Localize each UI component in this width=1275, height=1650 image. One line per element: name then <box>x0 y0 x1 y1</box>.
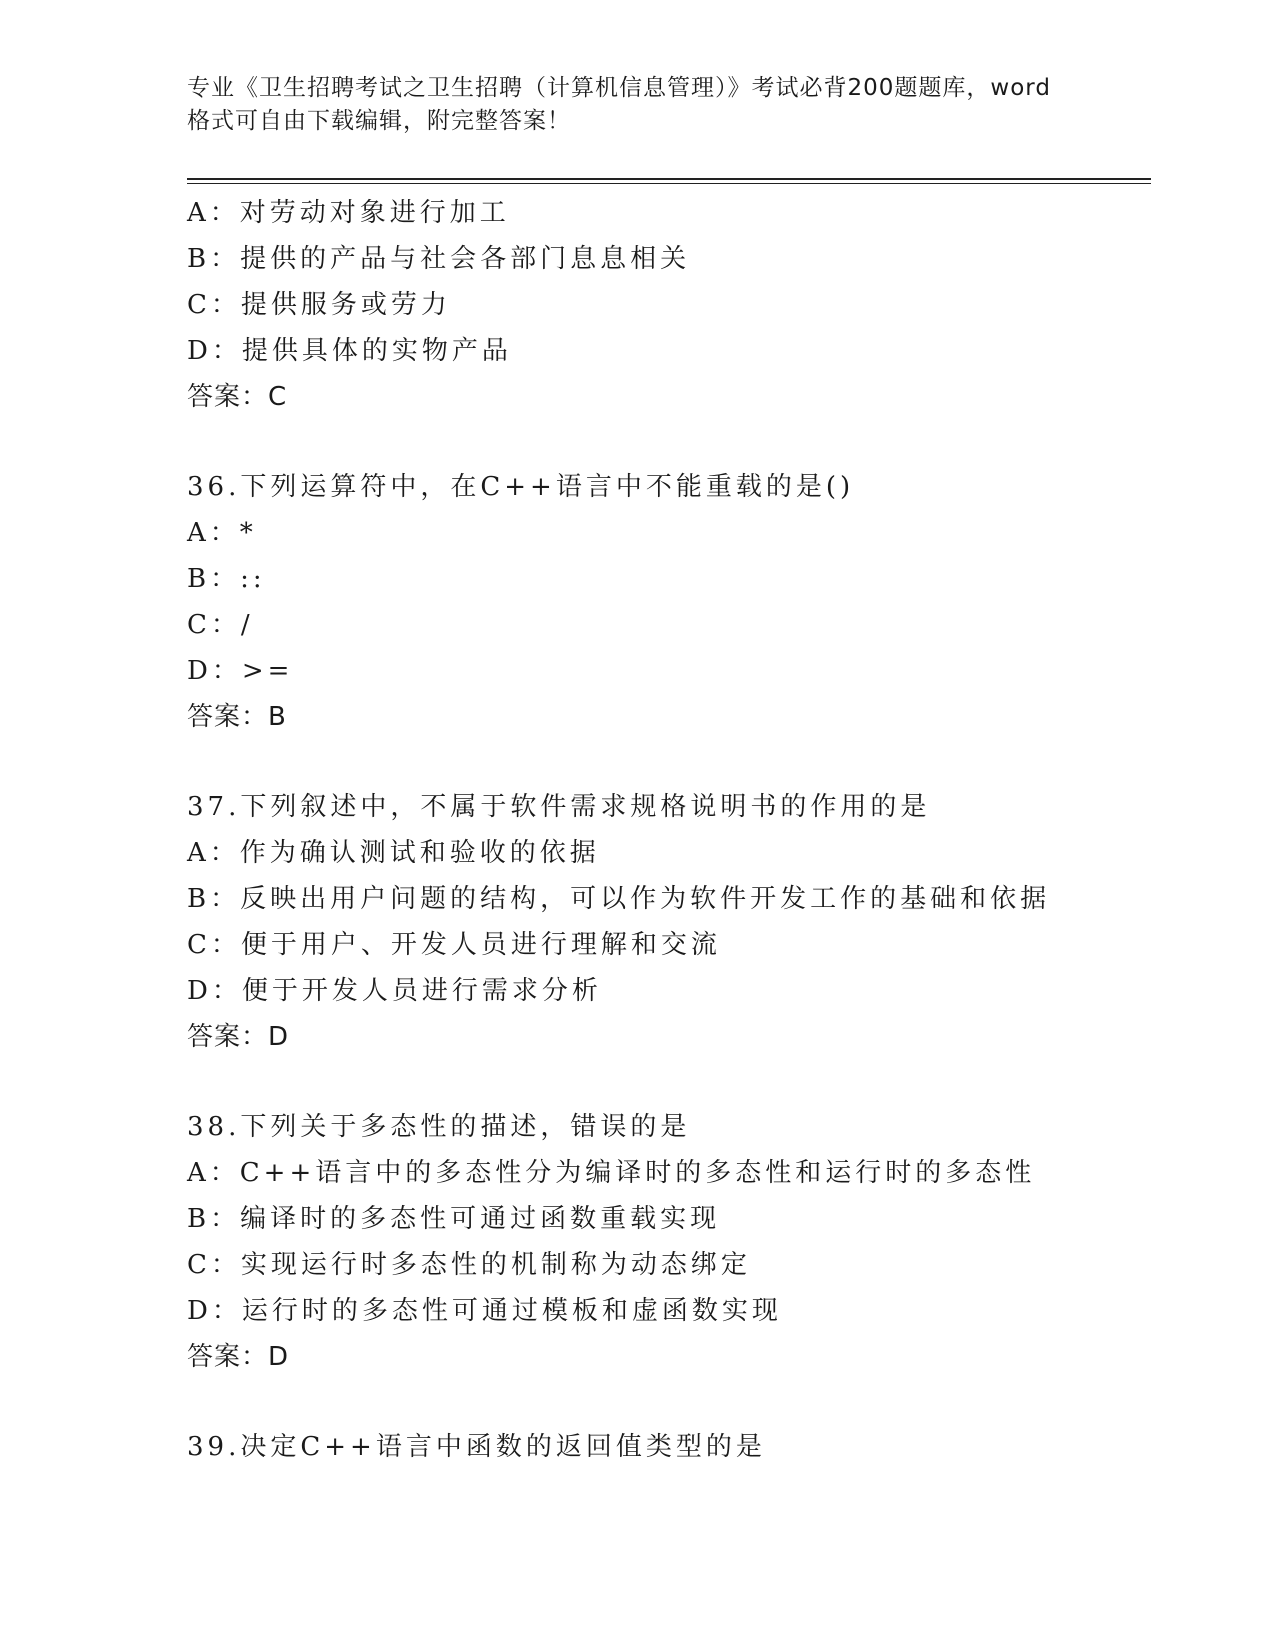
option-d: D：便于开发人员进行需求分析 <box>187 976 602 1006</box>
header-line-2: 格式可自由下载编辑，附完整答案！ <box>187 108 571 134</box>
header-divider-thin <box>187 183 1151 184</box>
document-header <box>187 72 1107 138</box>
question-block-37 <box>187 784 1147 1060</box>
spacer <box>187 740 1147 784</box>
question-list <box>187 190 1147 1470</box>
question-text: 37.下列叙述中，不属于软件需求规格说明书的作用的是 <box>187 792 931 822</box>
header-line-1: 专业《卫生招聘考试之卫生招聘（计算机信息管理）》考试必背200题题库，word <box>187 75 1051 101</box>
option-a: A：* <box>187 518 257 548</box>
question-block-38 <box>187 1104 1147 1380</box>
spacer <box>187 1380 1147 1424</box>
spacer <box>187 420 1147 464</box>
spacer <box>187 1060 1147 1104</box>
option-a: A：对劳动对象进行加工 <box>187 198 510 228</box>
option-b: B：:: <box>187 564 266 594</box>
option-c: C：/ <box>187 610 254 640</box>
option-d: D：运行时的多态性可通过模板和虚函数实现 <box>187 1296 782 1326</box>
question-block-36 <box>187 464 1147 740</box>
question-text: 38.下列关于多态性的描述，错误的是 <box>187 1112 691 1142</box>
option-b: B：编译时的多态性可通过函数重载实现 <box>187 1204 721 1234</box>
question-text: 39.决定C++语言中函数的返回值类型的是 <box>187 1432 766 1462</box>
question-block-39 <box>187 1424 1147 1470</box>
answer-line: 答案：C <box>187 382 288 412</box>
option-a: A：作为确认测试和验收的依据 <box>187 838 600 868</box>
question-block-35 <box>187 190 1147 420</box>
option-d: D：>= <box>187 656 294 686</box>
answer-line: 答案：B <box>187 702 287 732</box>
answer-line: 答案：D <box>187 1022 290 1052</box>
option-c: C：便于用户、开发人员进行理解和交流 <box>187 930 721 960</box>
option-b: B：提供的产品与社会各部门息息相关 <box>187 244 691 274</box>
question-text: 36.下列运算符中，在C++语言中不能重载的是() <box>187 472 855 502</box>
header-divider-thick <box>187 178 1151 180</box>
option-d: D：提供具体的实物产品 <box>187 336 512 366</box>
option-c: C：提供服务或劳力 <box>187 290 451 320</box>
answer-line: 答案：D <box>187 1342 290 1372</box>
option-a: A：C++语言中的多态性分为编译时的多态性和运行时的多态性 <box>187 1158 1036 1188</box>
option-c: C：实现运行时多态性的机制称为动态绑定 <box>187 1250 751 1280</box>
option-b: B：反映出用户问题的结构，可以作为软件开发工作的基础和依据 <box>187 884 1051 914</box>
